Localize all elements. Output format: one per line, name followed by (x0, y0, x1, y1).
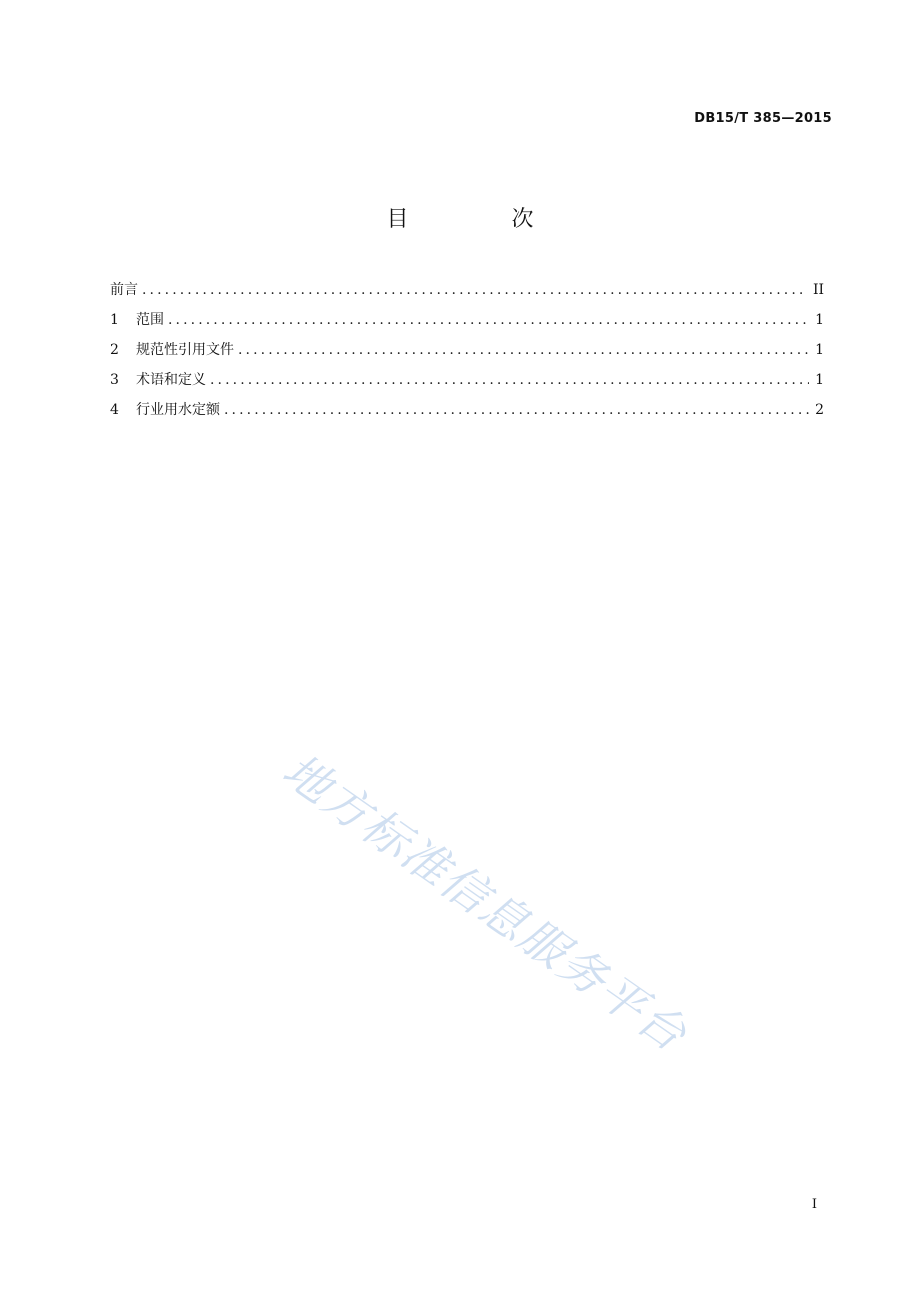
toc-entry-page: 1 (815, 312, 824, 328)
document-code: DB15/T 385—2015 (694, 111, 832, 126)
toc-entry-number: 1 (110, 312, 119, 328)
toc-leader-dots (210, 372, 809, 388)
toc-entry-number: 4 (110, 402, 119, 418)
toc-entry-terms-definitions[interactable] (110, 369, 824, 399)
toc-entry-label: 行业用水定额 (136, 402, 220, 418)
table-of-contents (110, 279, 824, 429)
toc-entry-label: 术语和定义 (136, 372, 206, 388)
toc-leader-dots (168, 312, 809, 328)
toc-entry-page: II (812, 282, 824, 298)
toc-entry-label: 前言 (110, 282, 138, 298)
toc-entry-page: 2 (815, 402, 824, 418)
toc-entry-page: 1 (815, 342, 824, 358)
toc-leader-dots (224, 402, 809, 418)
toc-entry-foreword[interactable] (110, 279, 824, 309)
toc-entry-normative-references[interactable] (110, 339, 824, 369)
toc-entry-number: 3 (110, 372, 119, 388)
toc-entry-scope[interactable] (110, 309, 824, 339)
watermark: 地方标准信息服务平台 (273, 742, 698, 1063)
toc-entry-number: 2 (110, 342, 119, 358)
toc-entry-label: 规范性引用文件 (136, 342, 234, 358)
page-number: I (811, 1197, 817, 1212)
toc-title: 目 次 (386, 207, 582, 232)
toc-entry-water-quota[interactable] (110, 399, 824, 429)
toc-leader-dots (238, 342, 809, 358)
toc-entry-page: 1 (815, 372, 824, 388)
toc-leader-dots (142, 282, 807, 298)
toc-entry-label: 范围 (136, 312, 164, 328)
